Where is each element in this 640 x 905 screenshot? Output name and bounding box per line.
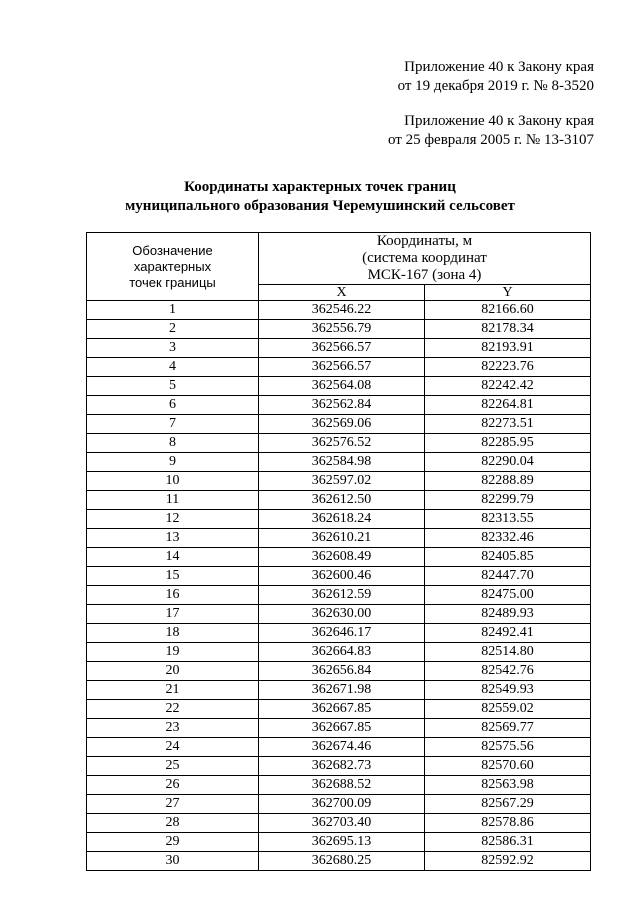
header-coords-line: (система координат: [362, 250, 487, 266]
cell-point-number: 4: [87, 358, 259, 377]
header-point-line: характерных: [133, 258, 212, 274]
cell-y: 82563.98: [425, 776, 591, 795]
table-row: [87, 491, 591, 510]
cell-point-number: 13: [87, 529, 259, 548]
table-row: [87, 510, 591, 529]
cell-x: 362597.02: [259, 472, 425, 491]
cell-x: 362667.85: [259, 719, 425, 738]
cell-x: 362664.83: [259, 643, 425, 662]
table-row: [87, 396, 591, 415]
cell-point-number: 14: [87, 548, 259, 567]
cell-x: 362688.52: [259, 776, 425, 795]
cell-point-number: 9: [87, 453, 259, 472]
cell-point-number: 11: [87, 491, 259, 510]
header-y: Y: [425, 285, 591, 301]
table-row: [87, 700, 591, 719]
table-row: [87, 567, 591, 586]
table-row: [87, 814, 591, 833]
table-header-row: [87, 233, 591, 285]
cell-x: 362608.49: [259, 548, 425, 567]
cell-y: 82273.51: [425, 415, 591, 434]
cell-y: 82475.00: [425, 586, 591, 605]
header-point-line: точек границы: [129, 274, 216, 290]
cell-y: 82166.60: [425, 301, 591, 320]
cell-point-number: 7: [87, 415, 259, 434]
cell-x: 362618.24: [259, 510, 425, 529]
table-row: [87, 415, 591, 434]
cell-point-number: 6: [87, 396, 259, 415]
cell-point-number: 27: [87, 795, 259, 814]
cell-y: 82285.95: [425, 434, 591, 453]
cell-y: 82447.70: [425, 567, 591, 586]
cell-point-number: 19: [87, 643, 259, 662]
table-row: [87, 643, 591, 662]
cell-point-number: 28: [87, 814, 259, 833]
cell-x: 362556.79: [259, 320, 425, 339]
cell-y: 82242.42: [425, 377, 591, 396]
cell-x: 362562.84: [259, 396, 425, 415]
cell-x: 362564.08: [259, 377, 425, 396]
table-row: [87, 358, 591, 377]
cell-y: 82570.60: [425, 757, 591, 776]
cell-point-number: 21: [87, 681, 259, 700]
cell-x: 362600.46: [259, 567, 425, 586]
cell-y: 82567.29: [425, 795, 591, 814]
cell-y: 82514.80: [425, 643, 591, 662]
table-row: [87, 605, 591, 624]
cell-point-number: 30: [87, 852, 259, 871]
table-row: [87, 434, 591, 453]
header-point-line: Обозначение: [132, 242, 213, 258]
cell-x: 362566.57: [259, 339, 425, 358]
table-row: [87, 529, 591, 548]
cell-point-number: 5: [87, 377, 259, 396]
table-row: [87, 719, 591, 738]
title-line2: муниципального образования Черемушинский сельсовет: [125, 198, 515, 214]
cell-point-number: 17: [87, 605, 259, 624]
cell-point-number: 22: [87, 700, 259, 719]
cell-x: 362630.00: [259, 605, 425, 624]
cell-y: 82592.92: [425, 852, 591, 871]
table-row: [87, 339, 591, 358]
cell-y: 82559.02: [425, 700, 591, 719]
table-row: [87, 681, 591, 700]
cell-point-number: 16: [87, 586, 259, 605]
header-coordinates: [259, 233, 591, 285]
table-row: [87, 662, 591, 681]
coordinates-table: [86, 232, 591, 871]
cell-x: 362674.46: [259, 738, 425, 757]
cell-y: 82489.93: [425, 605, 591, 624]
cell-point-number: 23: [87, 719, 259, 738]
cell-y: 82405.85: [425, 548, 591, 567]
cell-point-number: 12: [87, 510, 259, 529]
cell-y: 82578.86: [425, 814, 591, 833]
cell-y: 82264.81: [425, 396, 591, 415]
cell-y: 82569.77: [425, 719, 591, 738]
cell-x: 362695.13: [259, 833, 425, 852]
cell-y: 82313.55: [425, 510, 591, 529]
cell-y: 82575.56: [425, 738, 591, 757]
appendix-original-line2: от 25 февраля 2005 г. № 13-3107: [387, 132, 594, 148]
cell-x: 362612.59: [259, 586, 425, 605]
cell-point-number: 18: [87, 624, 259, 643]
cell-point-number: 29: [87, 833, 259, 852]
title-line1: Координаты характерных точек границ: [184, 179, 456, 195]
table-row: [87, 320, 591, 339]
table-row: [87, 548, 591, 567]
cell-x: 362546.22: [259, 301, 425, 320]
table-row: [87, 377, 591, 396]
cell-point-number: 2: [87, 320, 259, 339]
table-row: [87, 453, 591, 472]
header-coords-line: Координаты, м: [376, 233, 473, 249]
cell-y: 82288.89: [425, 472, 591, 491]
cell-y: 82586.31: [425, 833, 591, 852]
cell-x: 362584.98: [259, 453, 425, 472]
cell-x: 362703.40: [259, 814, 425, 833]
table-row: [87, 301, 591, 320]
cell-y: 82332.46: [425, 529, 591, 548]
cell-y: 82492.41: [425, 624, 591, 643]
cell-point-number: 24: [87, 738, 259, 757]
appendix-current-line1: Приложение 40 к Закону края: [404, 59, 594, 75]
cell-x: 362671.98: [259, 681, 425, 700]
cell-point-number: 1: [87, 301, 259, 320]
cell-x: 362667.85: [259, 700, 425, 719]
cell-y: 82193.91: [425, 339, 591, 358]
table-row: [87, 795, 591, 814]
cell-x: 362612.50: [259, 491, 425, 510]
cell-point-number: 20: [87, 662, 259, 681]
appendix-current-law: [398, 58, 594, 96]
appendix-current-line2: от 19 декабря 2019 г. № 8-3520: [397, 78, 594, 94]
table-row: [87, 624, 591, 643]
cell-x: 362656.84: [259, 662, 425, 681]
cell-point-number: 15: [87, 567, 259, 586]
cell-y: 82178.34: [425, 320, 591, 339]
cell-x: 362682.73: [259, 757, 425, 776]
cell-x: 362646.17: [259, 624, 425, 643]
table-row: [87, 776, 591, 795]
table-row: [87, 833, 591, 852]
table-row: [87, 738, 591, 757]
cell-y: 82290.04: [425, 453, 591, 472]
cell-x: 362569.06: [259, 415, 425, 434]
cell-y: 82542.76: [425, 662, 591, 681]
header-point-designation: [87, 233, 259, 301]
cell-point-number: 10: [87, 472, 259, 491]
table-row: [87, 472, 591, 491]
cell-x: 362680.25: [259, 852, 425, 871]
cell-y: 82299.79: [425, 491, 591, 510]
cell-point-number: 25: [87, 757, 259, 776]
cell-point-number: 3: [87, 339, 259, 358]
cell-y: 82223.76: [425, 358, 591, 377]
cell-x: 362700.09: [259, 795, 425, 814]
header-x: X: [259, 285, 425, 301]
table-row: [87, 586, 591, 605]
document-title: [0, 178, 640, 216]
cell-y: 82549.93: [425, 681, 591, 700]
table-row: [87, 852, 591, 871]
header-coords-line: МСК-167 (зона 4): [367, 267, 482, 283]
appendix-original-law: [388, 112, 594, 150]
appendix-original-line1: Приложение 40 к Закону края: [404, 113, 594, 129]
cell-x: 362566.57: [259, 358, 425, 377]
cell-point-number: 8: [87, 434, 259, 453]
cell-x: 362576.52: [259, 434, 425, 453]
coordinates-table-body: [87, 301, 591, 871]
cell-point-number: 26: [87, 776, 259, 795]
table-row: [87, 757, 591, 776]
cell-x: 362610.21: [259, 529, 425, 548]
